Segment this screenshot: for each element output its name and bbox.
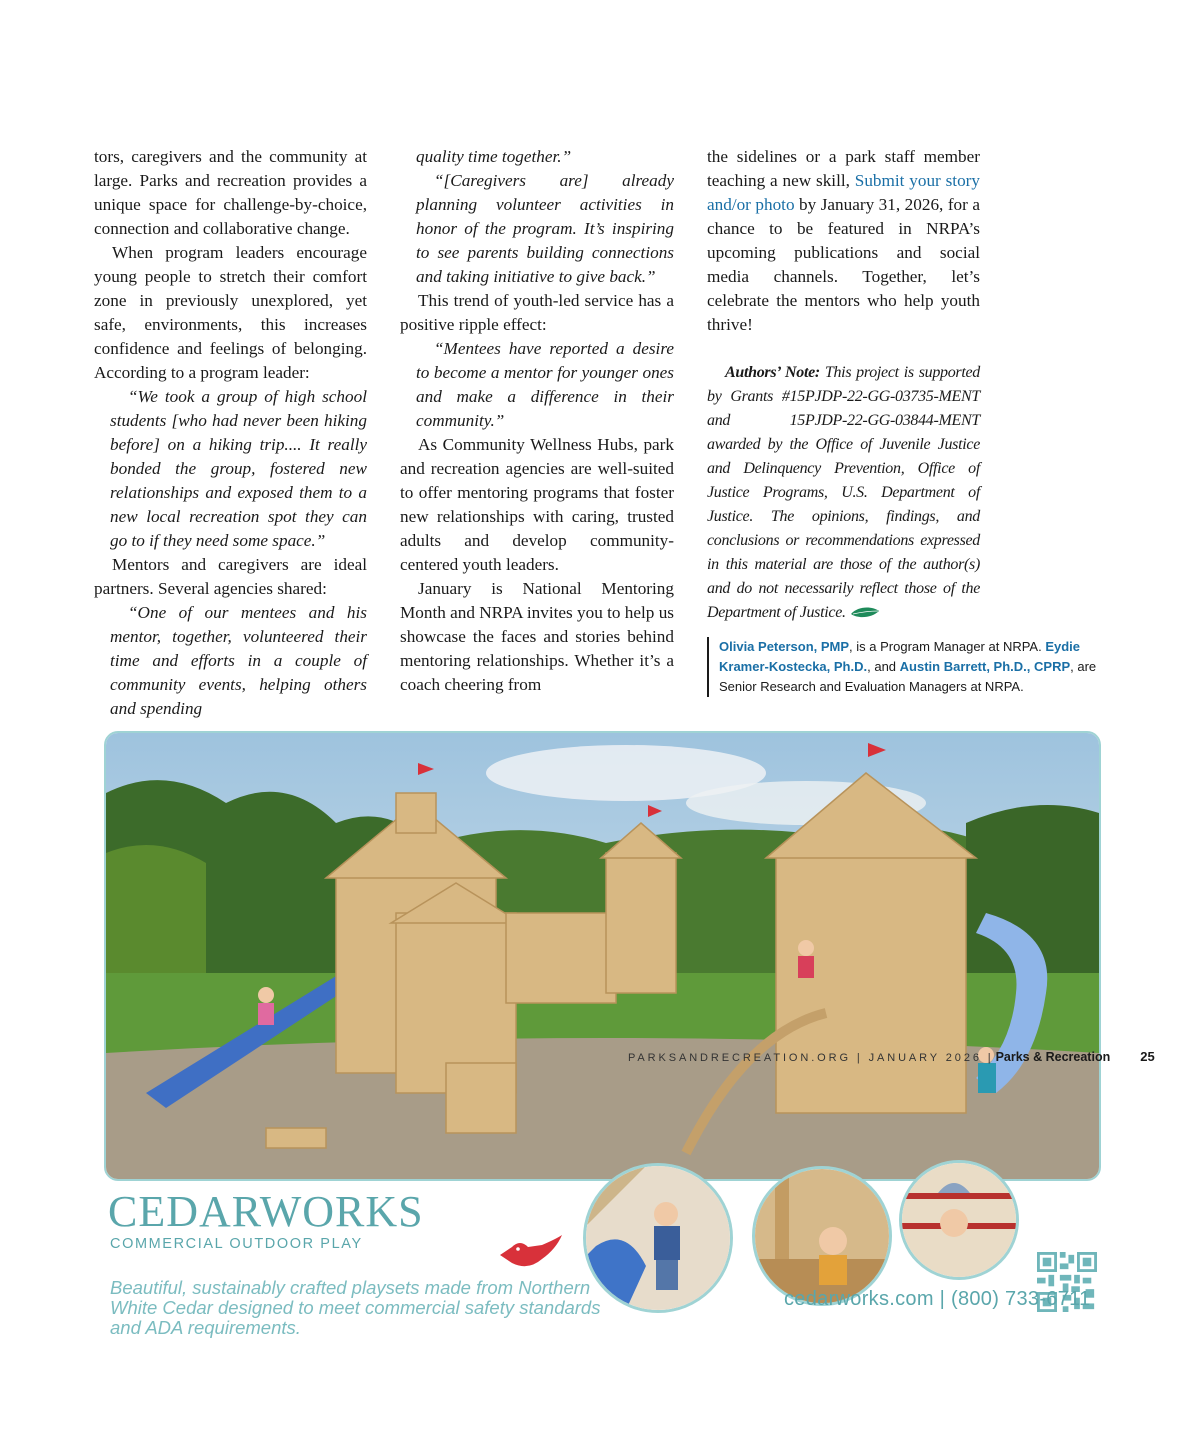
article-column-2 <box>400 145 674 697</box>
paragraph: the sidelines or a park staff member teaching a new skill, Submit your story and/or photo by January 31, 2026, for a chance to be featured in NRPA’s upcoming publications and social media channels. Together, let’s celebrate the mentors who help youth thrive! <box>707 147 980 334</box>
child-photo-circle <box>752 1166 892 1306</box>
quote: “Mentees have reported a desire to become a mentor for younger ones and make a difference in their community.” <box>416 339 674 430</box>
quote: “We took a group of high school students [who had never been hiking before] on a hiking trip.... It really bonded the group, fostered new relationships and exposed them to a new local recreation spot they can go to if they need some space.” <box>110 387 367 550</box>
paragraph: This trend of youth-led service has a positive ripple effect: <box>400 291 674 334</box>
brand-subtitle: COMMERCIAL OUTDOOR PLAY <box>110 1236 363 1252</box>
authors-note: Authors’ Note: This project is supported by Grants #15PJDP-22-GG-03735-MENT and 15PJDP-22-GG-03844-MENT awarded by the Office of Juvenile Justice and Delinquency Prevention, Office of Justice Programs, U.S. Department of Justice. The opinions, findings, and conclusions or recommendations expressed in this material are those of the author(s) and do not necessarily reflect those of the Department of Justice. <box>707 364 981 621</box>
author-name: Austin Barrett, Ph.D., CPRP <box>899 659 1071 674</box>
playset-photo <box>104 731 1101 1181</box>
authors-note-label: Authors’ Note: <box>725 364 820 381</box>
author-name: Eydie Kramer-Kostecka, Ph.D. <box>719 639 1081 674</box>
quote-continued: quality time together.” <box>416 147 572 166</box>
paragraph: January is National Mentoring Month and NRPA invites you to help us showcase the faces and stories behind mentoring relationships. Whether it’s a coach cheering from <box>400 579 674 694</box>
leaf-end-mark-icon <box>850 607 880 619</box>
child-photo-circle <box>899 1160 1019 1280</box>
article-column-3 <box>707 145 980 625</box>
ad-contact[interactable]: cedarworks.com | (800) 733-6711 <box>784 1288 1091 1310</box>
footer-magazine-name: Parks & Recreation <box>995 1050 1111 1064</box>
quote: “[Caregivers are] already planning volunteer activities in honor of the program. It’s inspiring to see parents building connections and taking initiative to give back.” <box>416 171 674 286</box>
footer-site-date: PARKSANDRECREATION.ORG | JANUARY 2026 | <box>628 1052 994 1064</box>
page-footer-line-real <box>628 1049 1156 1064</box>
author-name: Olivia Peterson, PMP <box>719 639 850 654</box>
submit-story-link[interactable]: Submit your story and/or photo <box>707 171 980 214</box>
paragraph: When program leaders encourage young people to stretch their comfort zone in previously unexplored, yet safe, environments, this increases confidence and feelings of belonging. According to a program leader: <box>94 243 367 382</box>
quote: “One of our mentees and his mentor, together, volunteered their time and efforts in a couple of community events, helping others and spending <box>110 603 367 718</box>
author-bio: Olivia Peterson, PMP, is a Program Manager at NRPA. Eydie Kramer-Kostecka, Ph.D., and Austin Barrett, Ph.D., CPRP, are Senior Research and Evaluation Managers at NRPA. <box>707 637 1117 697</box>
ad-tagline: Beautiful, sustainably crafted playsets made from Northern White Cedar designed to meet commercial safety standards and ADA requirements. <box>110 1277 601 1338</box>
paragraph: Mentors and caregivers are ideal partners. Several agencies shared: <box>94 555 367 598</box>
article-column-1 <box>94 145 367 721</box>
paragraph: tors, caregivers and the community at large. Parks and recreation provides a unique space for challenge-by-choice, connection and collaborative change. <box>94 147 367 238</box>
bird-logo-icon <box>498 1235 564 1273</box>
paragraph: As Community Wellness Hubs, park and recreation agencies are well-suited to offer mentoring programs that foster new relationships with caring, trusted adults and develop community-centered youth leaders. <box>400 435 674 574</box>
cedarworks-logo-text: CEDARWORKS <box>108 1187 424 1236</box>
page-number: 25 <box>1140 1049 1155 1064</box>
